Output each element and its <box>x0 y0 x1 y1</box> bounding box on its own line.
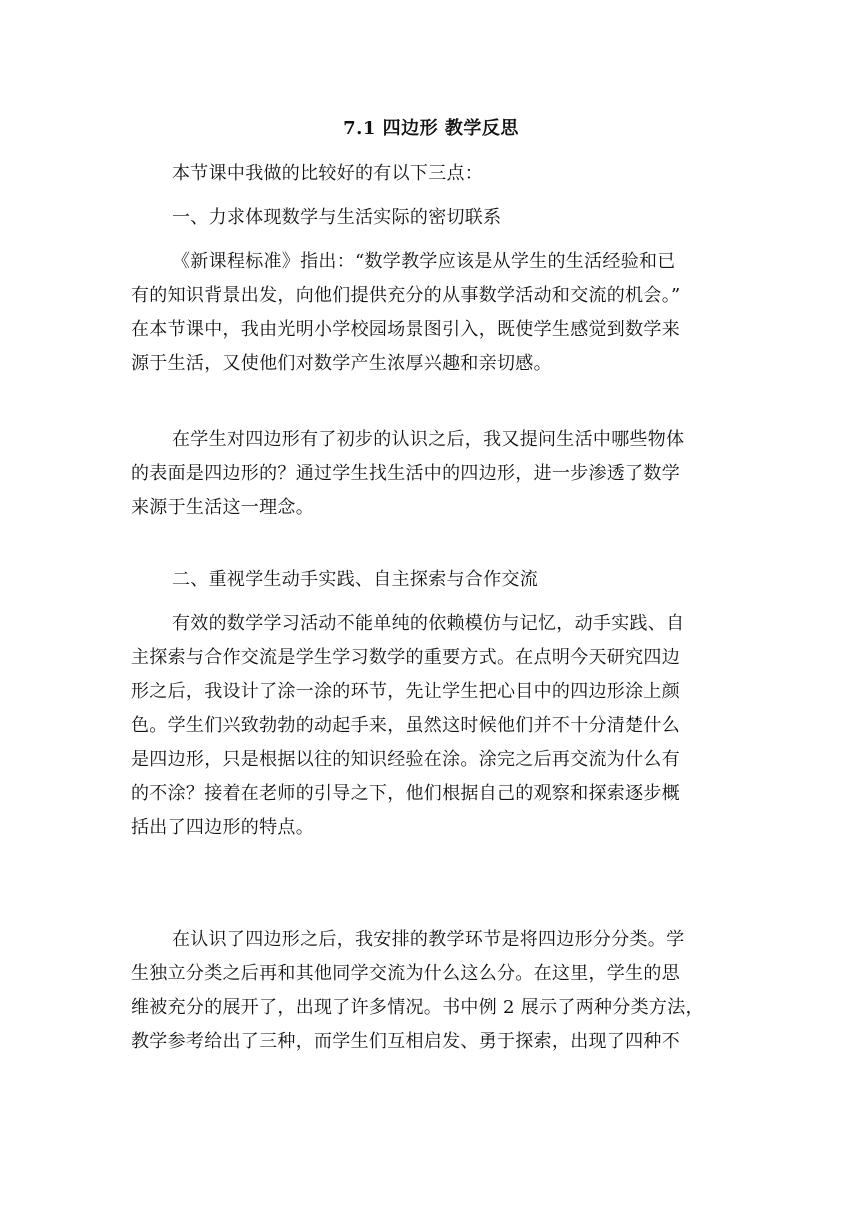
paragraph-line: 有效的数学学习活动不能单纯的依赖模仿与记忆，动手实践、自 <box>172 613 685 634</box>
paragraph-line: 维被充分的展开了，出现了许多情况。书中例 2 展示了两种分类方法， <box>131 997 704 1018</box>
paragraph-line: 来源于生活这一理念。 <box>131 497 314 518</box>
section2-heading-text: 二、重视学生动手实践、自主探索与合作交流 <box>172 569 538 590</box>
paragraph-line: 在本节课中，我由光明小学校园场景图引入，既使学生感觉到数学来 <box>131 319 680 340</box>
intro-paragraph <box>131 157 772 191</box>
document-page <box>131 0 731 1216</box>
paragraph-line: 在认识了四边形之后，我安排的教学环节是将四边形分分类。学 <box>172 929 685 950</box>
section2-paragraph-2 <box>131 923 731 1059</box>
section2-paragraph-1 <box>131 607 731 845</box>
document-title: 7.1 四边形 教学反思 <box>343 118 519 139</box>
paragraph-line: 的表面是四边形的？通过学生找生活中的四边形，进一步渗透了数学 <box>131 463 680 484</box>
paragraph-line: 是四边形，只是根据以往的知识经验在涂。涂完之后再交流为什么有 <box>131 749 680 770</box>
paragraph-line: 源于生活，又使他们对数学产生浓厚兴趣和亲切感。 <box>131 353 552 374</box>
section1-heading-text: 一、力求体现数学与生活实际的密切联系 <box>172 207 502 228</box>
paragraph-line: 在学生对四边形有了初步的认识之后，我又提问生活中哪些物体 <box>172 429 685 450</box>
section1-heading <box>131 201 772 235</box>
section1-paragraph-1 <box>131 245 731 381</box>
paragraph-line: 色。学生们兴致勃勃的动起手来，虽然这时候他们并不十分清楚什么 <box>131 715 680 736</box>
paragraph-line: 主探索与合作交流是学生学习数学的重要方式。在点明今天研究四边 <box>131 647 680 668</box>
paragraph-line: 《新课程标准》指出：“数学教学应该是从学生的生活经验和已 <box>172 251 676 272</box>
section1-paragraph-2 <box>131 423 731 525</box>
section2-heading <box>131 563 772 597</box>
paragraph-line: 教学参考给出了三种，而学生们互相启发、勇于探索，出现了四种不 <box>131 1031 680 1052</box>
paragraph-line: 生独立分类之后再和其他同学交流为什么这么分。在这里，学生的思 <box>131 963 680 984</box>
paragraph-line: 有的知识背景出发，向他们提供充分的从事数学活动和交流的机会。” <box>131 285 681 306</box>
paragraph-line: 括出了四边形的特点。 <box>131 817 314 838</box>
paragraph-line: 形之后，我设计了涂一涂的环节，先让学生把心目中的四边形涂上颜 <box>131 681 680 702</box>
intro-text: 本节课中我做的比较好的有以下三点： <box>172 163 484 184</box>
paragraph-line: 的不涂？接着在老师的引导之下，他们根据自己的观察和探索逐步概 <box>131 783 680 804</box>
